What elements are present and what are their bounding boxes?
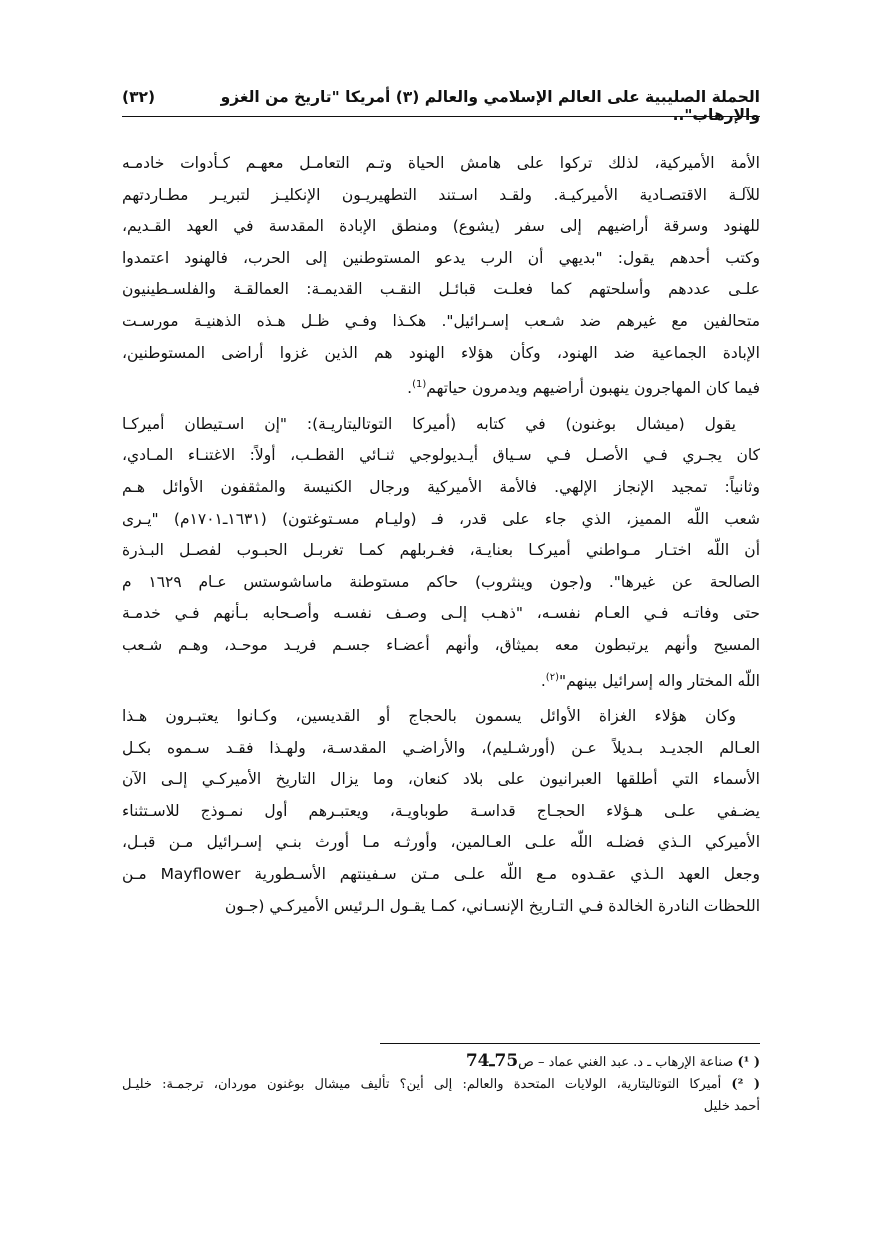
text-line bbox=[122, 567, 760, 599]
line-text: كان يجـري فـي الأصـل فـي سـياق أيـديولوجي ثنـائي القطـب، أولاً: الاغتنـاء المـادي، bbox=[122, 446, 760, 465]
text-line: فيما كان المهاجرون ينهبون أراضيهم ويدمرون حياتهم$^{(1)}$. bbox=[407, 379, 760, 398]
line-text: للهنود وسرقة أراضيهم إلى سفر (يشوع) ومنطق الإبادة المقدسة في العهد القـديم، bbox=[122, 217, 760, 236]
line-text: اللحظات النادرة الخالدة فـي التـاريخ الإنسـاني، كمـا يقـول الـرئيس الأميركـي (جـون bbox=[224, 896, 760, 915]
running-header bbox=[122, 88, 760, 124]
paragraph bbox=[122, 701, 760, 922]
text-line bbox=[122, 630, 760, 662]
text-line bbox=[122, 796, 760, 828]
footnote-reference[interactable]: (1) bbox=[412, 379, 427, 391]
text-line bbox=[122, 409, 760, 441]
footnote-text: أميركا التوتاليتارية، الولايات المتحدة والعالم: إلى أين؟ تأليف ميشال بوغنون موردان، ترجمـة: خليـل bbox=[122, 1077, 722, 1092]
text-line bbox=[122, 440, 760, 472]
text-line bbox=[122, 504, 760, 536]
line-text: وثانياً: تمجيد الإنجاز الإلهي. فالأمة الأميركية ورجال الكنيسة والمثقفون الأوائل هـم bbox=[122, 477, 760, 496]
paragraph bbox=[122, 409, 760, 693]
text-line bbox=[122, 859, 760, 891]
text-line bbox=[122, 338, 760, 370]
footnote-2-cont: أحمد خليل bbox=[703, 1099, 760, 1114]
text-line bbox=[122, 598, 760, 630]
footnote-reference[interactable]: (٢) bbox=[545, 671, 559, 683]
line-text: الأميركي الـذي فضلـه اللّه علـى العـالمين، وأورثـه مـا أورث بنـي إسـرائيل مـن قبـل، bbox=[122, 833, 760, 852]
line-text: متحالفين مع غيرهم ضد شـعب إسـرائيل". هكـذا وفـي ظـل هـذه الذهنيـة مورسـت bbox=[122, 311, 760, 330]
line-text: الأسماء التي أطلقها العبرانيون على بلاد كنعان، وما يزال التاريخ الأميركـي إلـى الآن bbox=[122, 770, 760, 789]
text-line bbox=[122, 211, 760, 243]
text-line bbox=[122, 274, 760, 306]
text-line bbox=[122, 472, 760, 504]
text-line bbox=[122, 733, 760, 765]
text-line bbox=[122, 148, 760, 180]
line-text: اللّه المختار واله إسرائيل بينهم" bbox=[558, 671, 760, 690]
page-number: (٣٢) bbox=[122, 88, 156, 106]
text-line bbox=[122, 764, 760, 796]
line-text: وجعل العهد الـذي عقـدوه مـع اللّه علـى مـتن سـفينتهم الأسـطورية Mayflower مـن bbox=[122, 865, 760, 884]
line-text: للآلـة الاقتصـادية الأميركيـة. ولقـد اسـتند التطهيريـون الإنكليـز لتبريـر مطـاردتهم bbox=[122, 185, 760, 204]
footnote-marker: ( ¹) bbox=[737, 1055, 760, 1070]
line-text: يقول (ميشال بوغنون) في كتابه (أميركا التوتاليتاريـة): "إن اسـتيطان أميركـا bbox=[122, 414, 736, 433]
footnote-2 bbox=[122, 1074, 760, 1096]
line-text: يضـفي علـى هـؤلاء الحجـاج قداسـة طوباويـة، ويعتبـرهم أول نمـوذج للاسـتثناء bbox=[122, 801, 760, 820]
line-text: المسيح وأنهم يرتبطون معه بميثاق، وأنهم أعضـاء جسـم فريـد موحـد، وهـم شـعب bbox=[122, 635, 760, 654]
text-line bbox=[122, 180, 760, 212]
footnote-pages: 75ـ74 bbox=[465, 1051, 519, 1071]
header-title: الحملة الصليبية على العالم الإسلامي والعالم (٣) أمريكا "تاريخ من الغزو والإرهاب".. bbox=[220, 88, 760, 124]
footnote-text: صناعة الإرهاب ـ د. عبد الغني عماد – ص bbox=[518, 1055, 734, 1070]
text-line bbox=[122, 827, 760, 859]
line-text: فيما كان المهاجرون ينهبون أراضيهم ويدمرون حياتهم bbox=[426, 379, 760, 398]
header-rule bbox=[122, 116, 760, 117]
line-text: شعب اللّه المميز، الذي جاء على قدر، فـ (وليـام مسـتوغتون) (١٦٣١ـ١٧٠١م) "يـرى bbox=[122, 509, 760, 528]
text-line bbox=[122, 891, 760, 923]
line-text: وكان هؤلاء الغزاة الأوائل يسمون بالحجاج أو القديسين، وكـانوا يعتبـرون هـذا bbox=[122, 707, 736, 726]
text-line bbox=[122, 243, 760, 275]
footnotes bbox=[122, 1050, 760, 1118]
text-line bbox=[122, 535, 760, 567]
text-line bbox=[122, 701, 760, 733]
line-text: أن اللّه اختـار مـواطني أميركـا بعنايـة، فغـربلهم كمـا تغربـل الحبـوب لفصـل البـذرة bbox=[122, 541, 760, 560]
line-text: حتى وفاتـه فـي العـام نفسـه، "ذهـب إلـى وصـف نفسـه وأصـحابه بـأنهم فـي خدمـة bbox=[122, 604, 760, 623]
text-line: اللّه المختار واله إسرائيل بينهم"$^{(٢)}$. bbox=[540, 671, 760, 690]
line-text: وكتب أحدهم يقول: "بديهي أن الرب يدعو المستوطنين إلى الحرب، فالهنود اعتمدوا bbox=[122, 248, 760, 267]
line-text: الإبادة الجماعية ضد الهنود، وكأن هؤلاء الهنود هم الذين غزوا أراضى المستوطنين، bbox=[122, 343, 760, 362]
text-line bbox=[122, 306, 760, 338]
line-text: العـالم الجديـد بـديلاً عـن (أورشـليم)، والأراضـي المقدسـة، ولهـذا فقـد سـموه بكـل bbox=[122, 738, 760, 757]
footnote-marker: ( ²) bbox=[731, 1077, 760, 1092]
line-text: الصالحة عن غيرها". و(جون وينثروب) حاكم مستوطنة ماساشوستس عـام ١٦٢٩ م bbox=[122, 572, 760, 591]
footnote-1 bbox=[122, 1050, 760, 1074]
line-text: علـى عددهم وأسلحتهم كما فعلـت قبائـل النقـب القديمـة: العمالقـة والفلسـطينيون bbox=[122, 280, 760, 299]
paragraph bbox=[122, 148, 760, 401]
line-text: الأمة الأميركية، لذلك تركوا على هامش الحياة وتـم التعامـل معهـم كـأدوات خادمـه bbox=[122, 154, 760, 172]
footnote-rule bbox=[380, 1043, 760, 1044]
body-text bbox=[122, 148, 760, 930]
